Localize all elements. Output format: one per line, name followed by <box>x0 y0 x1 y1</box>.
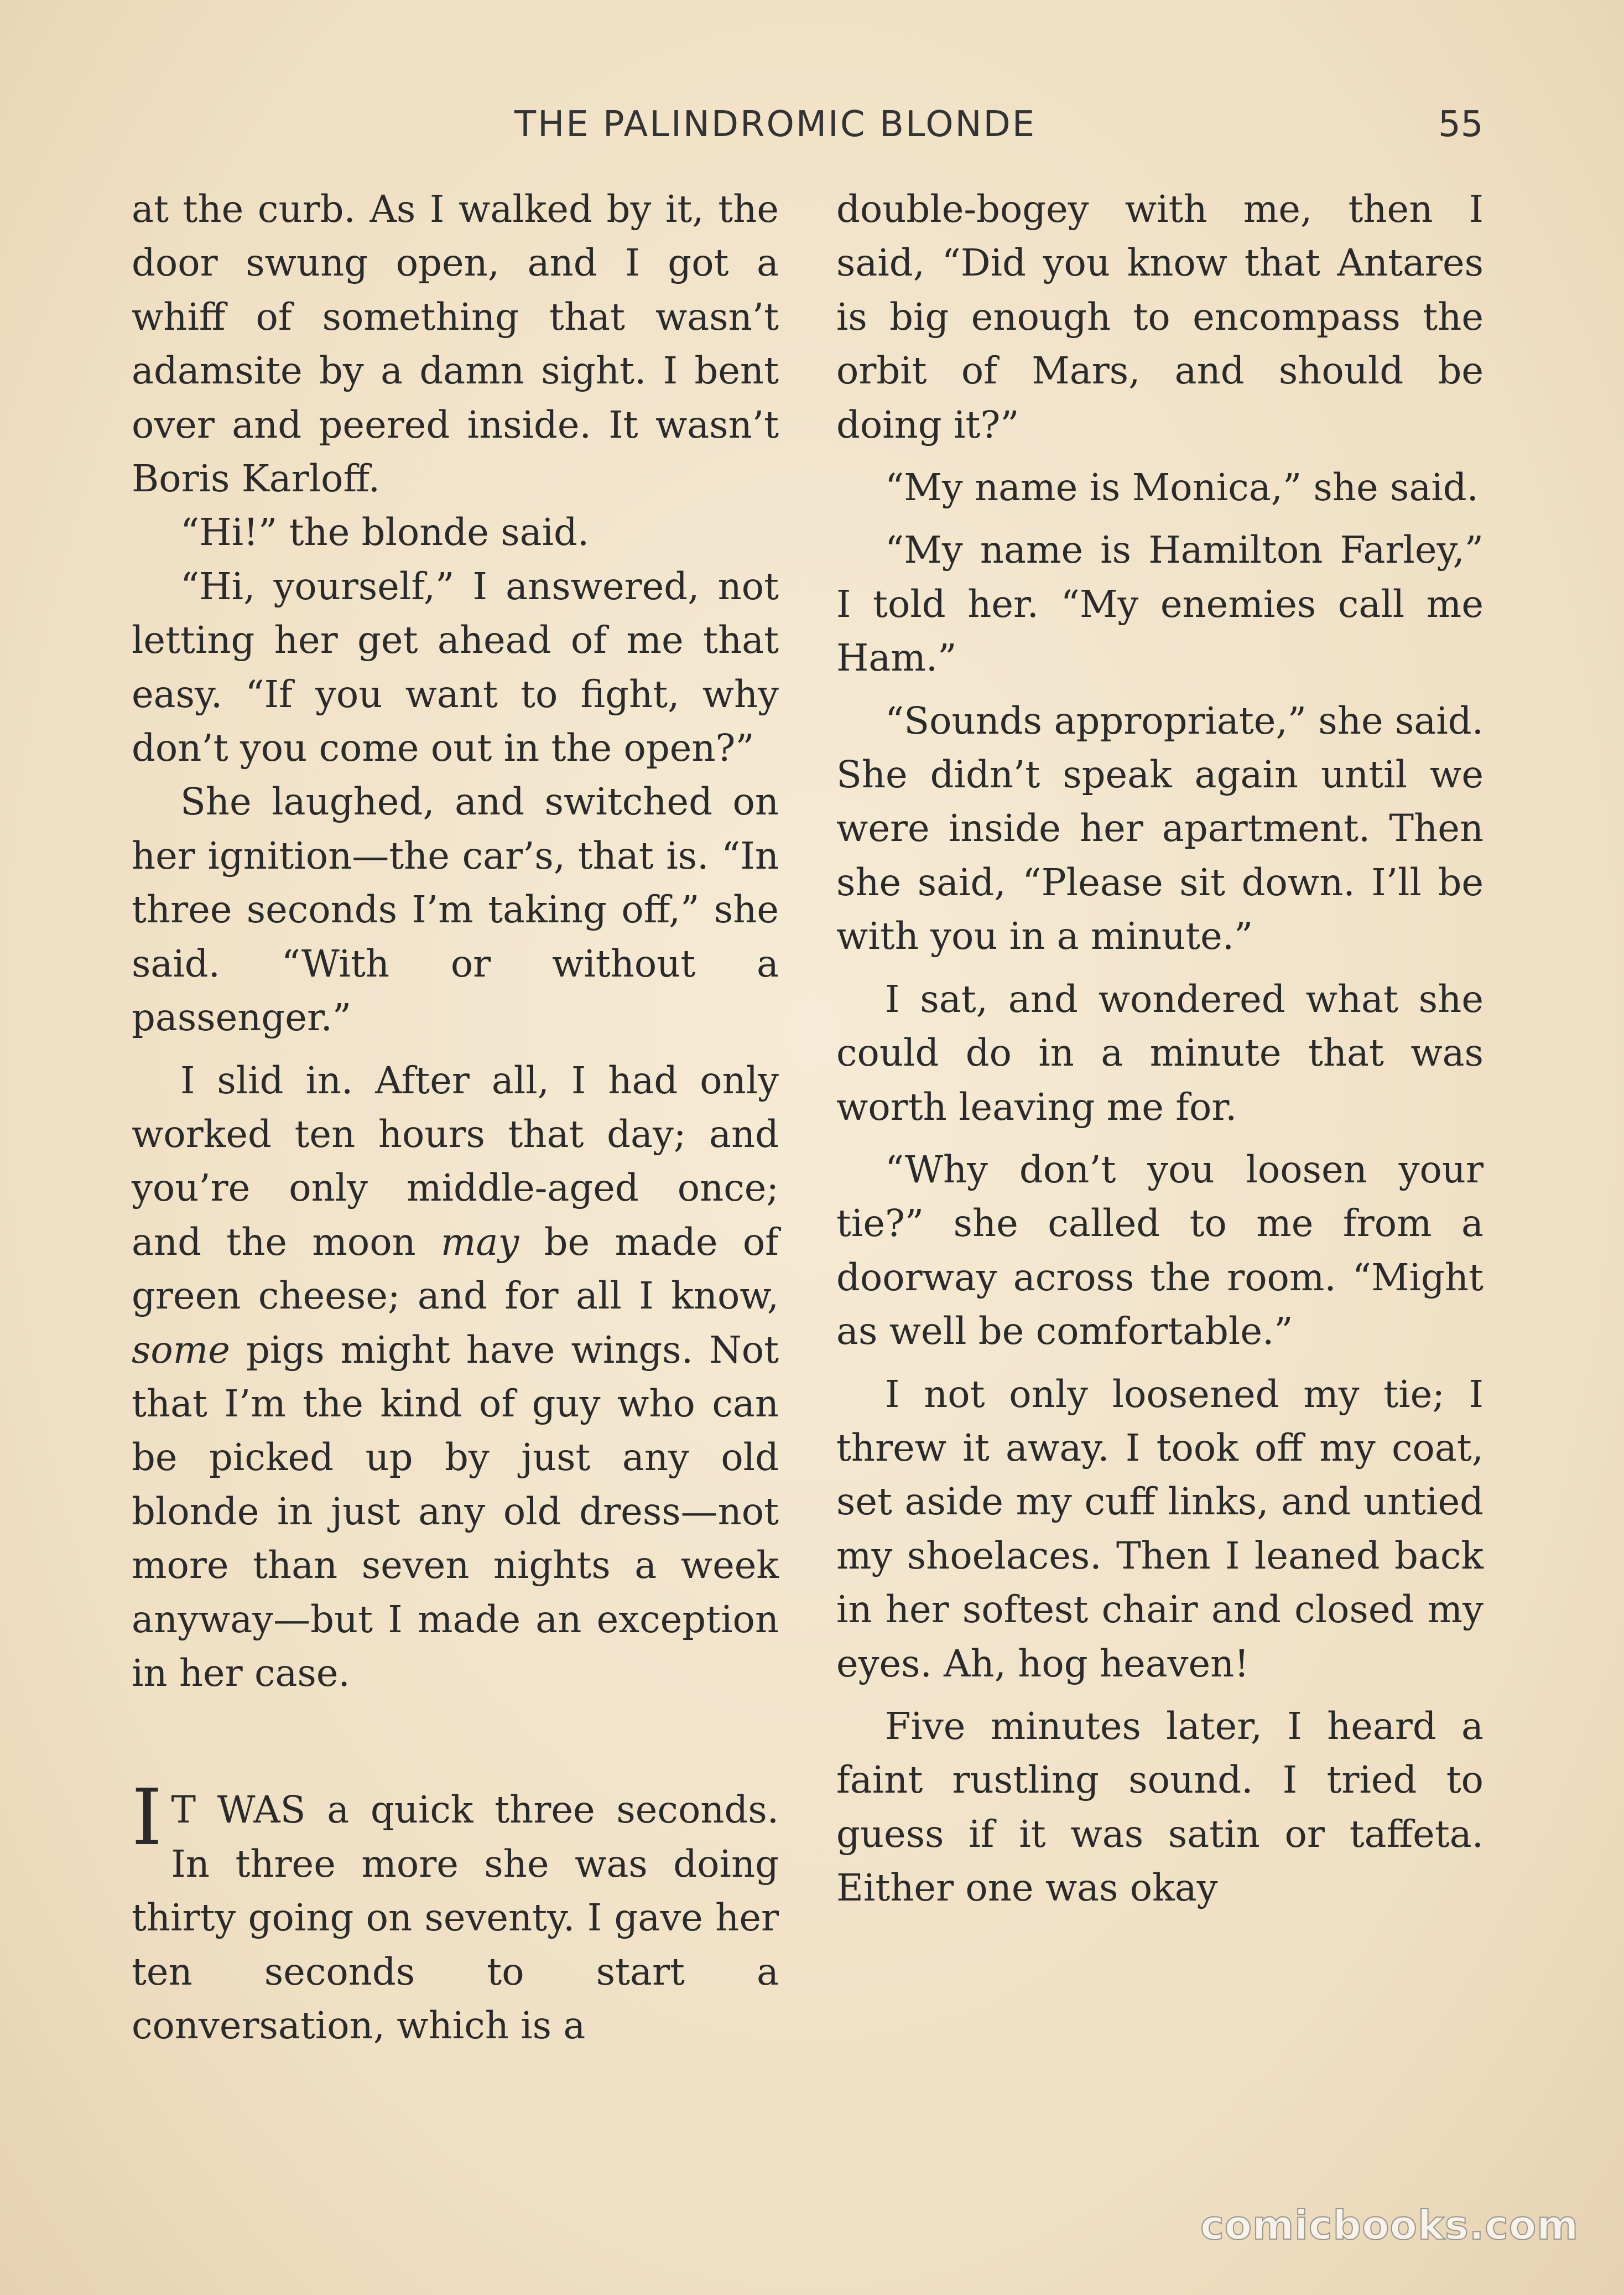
paragraph: “Sounds appropriate,” she said. She didn’t speak again until we were inside her apartment. Then she said, “Please sit down. I’ll be with you in a minute.” <box>836 699 1484 958</box>
paragraph: She laughed, and switched on her ignition—the car’s, that is. “In three seconds I’m taking off,” she said. “With or without a passenger.” <box>132 780 779 1040</box>
italic-word: some <box>132 1328 230 1372</box>
paragraph: “My name is Monica,” she said. <box>885 466 1479 510</box>
page-number: 55 <box>1438 104 1484 145</box>
text-run: T WAS a quick three seconds. In three more she was doing thirty going on seventy. I gave her ten seconds to start a conversation, which is a <box>132 1788 779 2047</box>
text-run: be made of green cheese; and for all I know, <box>132 1220 779 1318</box>
drop-cap: I <box>132 1773 163 1863</box>
paragraph: Five minutes later, I heard a faint rustling sound. I tried to guess if it was satin or taffeta. Either one was okay <box>836 1704 1484 1910</box>
paragraph: “Why don’t you loosen your tie?” she called to me from a doorway across the room. “Might as well be comfortable.” <box>836 1148 1484 1353</box>
text-run: I slid in. After all, I had only worked ten hours that day; and you’re only middle-aged once; and the moon <box>132 1058 779 1264</box>
section-opening-paragraph <box>132 1773 779 2053</box>
right-column <box>836 183 1484 1915</box>
running-header <box>0 104 1624 154</box>
text-run: pigs might have wings. Not that I’m the kind of guy who can be picked up by just any old blonde in just any old dress—not more than seven nights a week anyway—but I made an exception in her case. <box>132 1328 779 1695</box>
paragraph: I not only loosened my tie; I threw it away. I took off my coat, set aside my cuff links, and untied my shoelaces. Then I leaned back in her softest chair and closed my eyes. Ah, hog heaven! <box>836 1372 1484 1685</box>
paragraph: double-bogey with me, then I said, “Did you know that Antares is big enough to encompass the orbit of Mars, and should be doing it?” <box>836 188 1484 446</box>
italic-word: may <box>441 1220 519 1264</box>
paragraph: “Hi!” the blonde said. <box>180 511 590 554</box>
watermark: comicbooks.com <box>1200 2202 1579 2249</box>
left-column <box>132 183 779 2053</box>
paragraph: “My name is Hamilton Farley,” I told her. “My enemies call me Ham.” <box>836 528 1484 680</box>
paragraph <box>132 1054 779 1701</box>
running-title: THE PALINDROMIC BLONDE <box>514 104 1037 145</box>
paragraph: “Hi, yourself,” I answered, not letting her get ahead of me that easy. “If you want to fight, why don’t you come out in the open?” <box>132 564 779 770</box>
paragraph: at the curb. As I walked by it, the door swung open, and I got a whiff of something that wasn’t adamsite by a damn sight. I bent over and peered inside. It wasn’t Boris Karloff. <box>132 188 779 501</box>
paragraph: I sat, and wondered what she could do in a minute that was worth leaving me for. <box>836 977 1484 1129</box>
